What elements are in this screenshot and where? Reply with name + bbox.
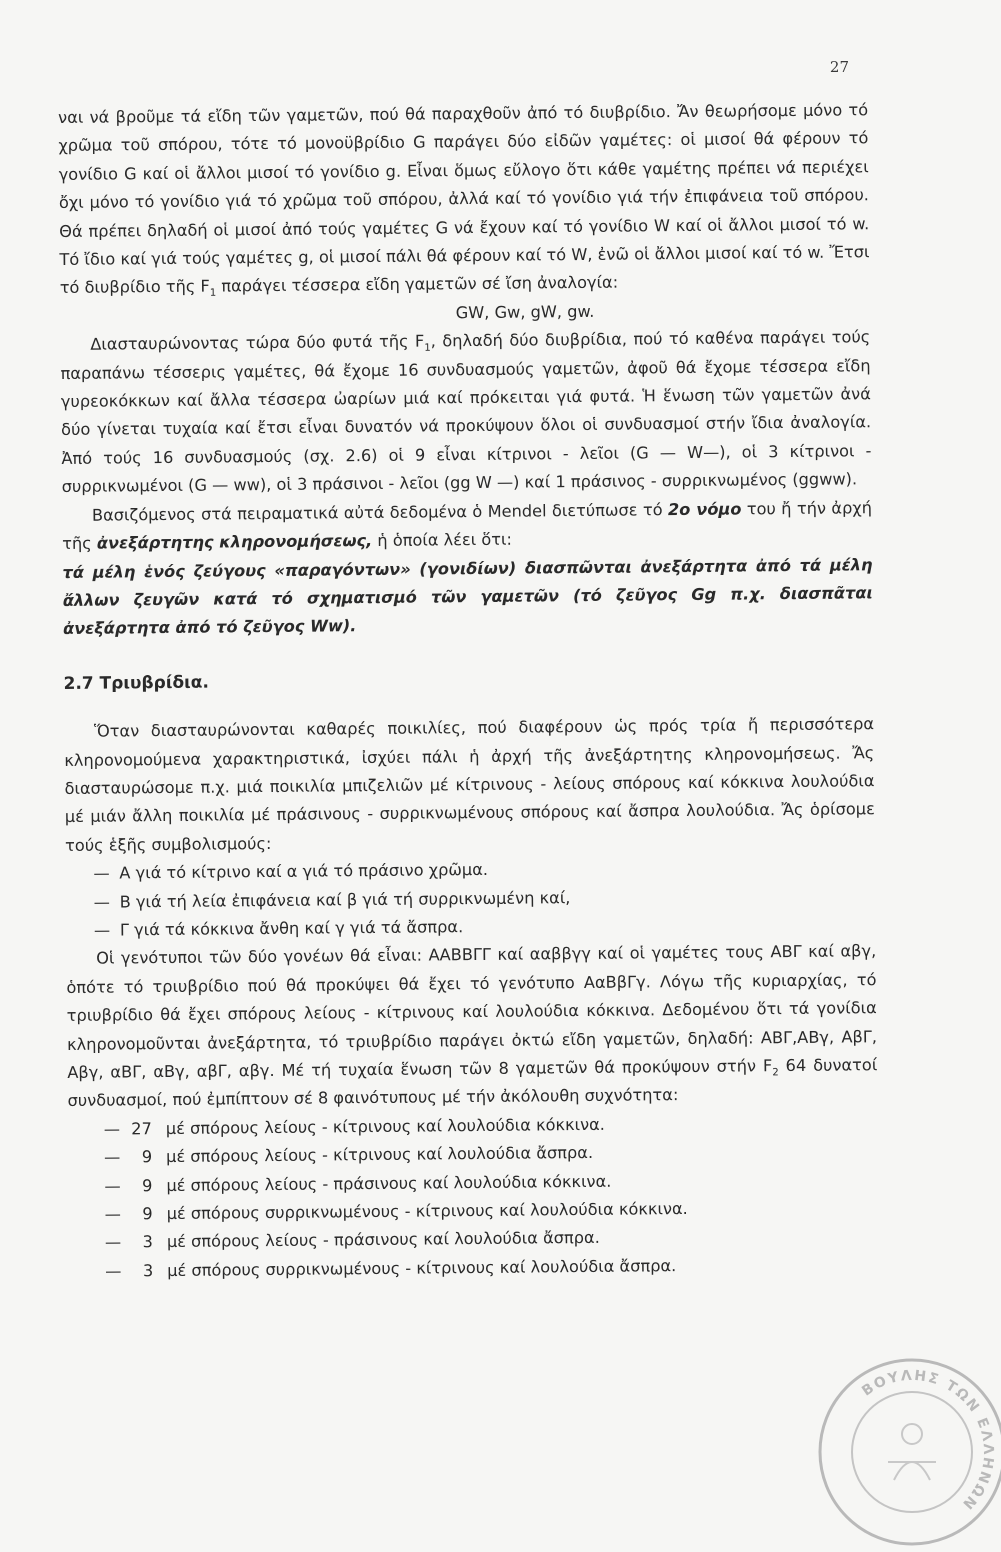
stamp-outer-ring — [820, 1360, 1001, 1544]
page-number: 27 — [829, 58, 849, 76]
stamp-inner-ring — [852, 1392, 972, 1512]
page-body — [58, 96, 879, 1286]
phenotype-text: μέ σπόρους λείους - πράσινους καί λουλούδια ἄσπρα. — [166, 1228, 600, 1252]
phenotype-list — [68, 1108, 880, 1286]
paragraph-gametes-intro: ναι νά βροῦμε τά εἴδη τῶν γαμετῶν, πού θά παραχθοῦν ἀπό τό διυβρίδιο. Ἄν θεωρήσομε μόνο τό χρῶμα τοῦ σπόρου, τότε τό μονοϋβρίδιο G παράγει δύο εἰδῶν γαμέτες: οἱ μισοί θά φέρουν τό γονίδιο G καί οἱ ἄλλοι μισοί τό γονίδιο g. Εἶναι ὅμως εὔλογο ὅτι κάθε γαμέτης πρέπει νά περιέχει ὄχι μόνο τό γονίδιο γιά τό χρῶμα τοῦ σπόρου, ἀλλά καί τό γονίδιο γιά τήν ἐπιφάνεια τοῦ σπόρου. Θά πρέπει δηλαδή οἱ μισοί ἀπό τούς γαμέτες G νά ἔχουν καί τό γονίδιο W καί οἱ ἄλλοι μισοί τό w. Τό ἴδιο καί γιά τούς γαμέτες g, οἱ μισοί πάλι θά φέρουν καί τό W, ἐνῶ οἱ ἄλλοι μισοί καί τό w. Ἔτσι τό διυβρίδιο τῆς $F_1$ παράγει τέσσερα εἴδη γαμετῶν σέ ἴση ἀναλογία: — [58, 100, 870, 300]
paragraph-trihybrid-intro: Ὅταν διασταυρώνονται καθαρές ποικιλίες, πού διαφέρουν ὡς πρός τρία ἤ περισσότερα κληρονομούμενα χαρακτηριστικά, ἰσχύει πάλι ἡ ἀρχή τῆς ἀνεξάρτητης κληρονομήσεως. Ἄς διασταυρώσομε π.χ. μιά ποικιλία μπιζελιῶν μέ κίτρινους - λείους σπόρους καί κόκκινα λουλούδια μέ μιάν ἄλλη ποικιλία μέ πράσινους - συρρικνωμένους σπόρους καί ἄσπρα λουλούδια. Ἄς ὁρίσομε τούς ἑξῆς συμβολισμούς: — [64, 714, 875, 855]
stamp-text: ΒΟΥΛΗΣ ΤΩΝ ΕΛΛΗΝΩΝ — [859, 1367, 997, 1514]
phenotype-text: μέ σπόρους λείους - κίτρινους καί λουλούδια κόκκινα. — [165, 1114, 605, 1138]
second-law-statement: τά μέλη ἑνός ζεύγους «παραγόντων» (γονιδίων) διασπῶνται ἀνεξάρτητα ἀπό τά μέλη ἄλλων ζευγῶν κατά τό σχηματισμό τῶν γαμετῶν (τό ζεῦγος Gg π.χ. διασπᾶται ἀνεξάρτητα ἀπό τό ζεῦγος Ww). — [62, 554, 873, 639]
paragraph-dihybrid-cross: Διασταυρώνοντας τώρα δύο φυτά τῆς $F_1$, δηλαδή δύο διυβρίδια, πού τό καθένα παράγει τούς παραπάνω τέσσερις γαμέτες, θά ἔχομε 16 συνδυασμούς γαμετῶν, ἀφοῦ θά ἔχομε τέσσερα εἴδη γυρεοκόκκων καί ἄλλα τέσσερα ὠαρίων μιά καί πρόκειται γιά φυτά. Ἡ ἕνωση τῶν γαμετῶν ἀνά δύο γίνεται τυχαία καί ἔτσι εἶναι δυνατόν νά προκύψουν ὅλοι οἱ συνδυασμοί στήν ἴδια ἀναλογία. Ἀπό τούς 16 συνδυασμούς (σχ. 2.6) οἱ 9 εἶναι κίτρινοι - λεῖοι (G — W—), οἱ 3 κίτρινοι - συρρικνωμένοι (G — ww), οἱ 3 πράσινοι - λεῖοι (gg W —) καί 1 πράσινος - συρρικνωμένος (ggww). — [60, 327, 872, 497]
symbol-item: — Β γιά τή λεία ἐπιφάνεια καί β γιά τή συρρικνωμένη καί, — [94, 881, 876, 917]
paragraph-second-law: Βασιζόμενος στά πειραματικά αὐτά δεδομένα ὁ Mendel διετύπωσε τό 2ο νόμο του ἤ τήν ἀρχή τῆς ἀνεξάρτητης κληρονομήσεως, ἡ ὁποία λέει ὅτι: — [62, 497, 873, 554]
second-law-term: 2ο νόμο — [667, 499, 742, 519]
phenotype-text: μέ σπόρους συρρικνωμένους - κίτρινους καί λουλούδια ἄσπρα. — [167, 1255, 677, 1280]
phenotype-count: 9 — [142, 1204, 153, 1224]
phenotype-text: μέ σπόρους λείους - πράσινους καί λουλούδια κόκκινα. — [166, 1171, 612, 1195]
symbol-list — [65, 852, 876, 945]
paragraph-trihybrid-genotypes: Οἱ γενότυποι τῶν δύο γονέων θά εἶναι: ΑΑΒΒΓΓ καί ααββγγ καί οἱ γαμέτες τους ΑΒΓ καί αβγ, ὁπότε τό τριυβρίδιο πού θά προκύψει θά ἔχει τό γενότυπο ΑαΒβΓγ. Λόγω τῆς κυριαρχίας, τό τριυβρίδιο θά ἔχει σπόρους λείους - κίτρινους καί λουλούδια κόκκινα. Δεδομένου ὅτι τά γονίδια κληρονομοῦνται ἀνεξάρτητα, τό τριυβρίδιο παράγει ὀκτώ εἴδη γαμετῶν, δηλαδή: ΑΒΓ,ΑΒγ, ΑβΓ, Αβγ, αΒΓ, αΒγ, αβΓ, αβγ. Μέ τή τυχαία ἕνωση τῶν 8 γαμετῶν θά προκύψουν στήν $F_2$ 64 δυνατοί συνδυασμοί, πού ἐμπίπτουν σέ 8 φαινότυπους μέ τήν ἀκόλουθη συχνότητα: — [66, 941, 878, 1111]
phenotype-text: μέ σπόρους λείους - κίτρινους καί λουλούδια ἄσπρα. — [166, 1143, 594, 1167]
phenotype-text: μέ σπόρους συρρικνωμένους - κίτρινους καί λουλούδια κόκκινα. — [166, 1199, 688, 1224]
gamete-list: GW, Gw, gW, gw. — [455, 301, 595, 323]
stamp-emblem — [888, 1424, 936, 1480]
symbol-item: — Α γιά τό κίτρινο καί α γιά τό πράσινο χρῶμα. — [93, 852, 875, 888]
library-stamp — [812, 1352, 1001, 1552]
phenotype-count: 3 — [142, 1232, 154, 1252]
phenotype-count: 9 — [141, 1175, 153, 1195]
section-heading: 2.7 Τριυβρίδια. — [63, 672, 209, 694]
symbol-item: — Γ γιά τά κόκκινα ἄνθη καί γ γιά τά ἄσπρα. — [94, 909, 876, 945]
phenotype-count: 9 — [141, 1147, 153, 1167]
phenotype-count: 3 — [142, 1260, 154, 1281]
phenotype-count: 27 — [131, 1118, 152, 1139]
independent-inheritance-term: ἀνεξάρτητης κληρονομήσεως, — [96, 531, 373, 553]
